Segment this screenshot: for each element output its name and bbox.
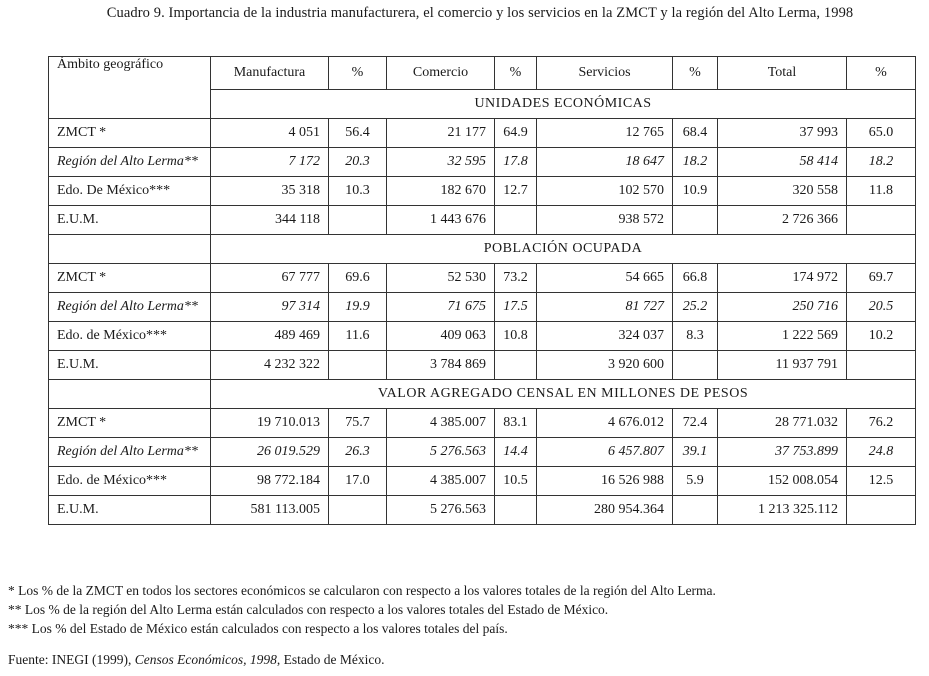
value-cell: 37 993 <box>718 119 847 148</box>
section-title: POBLACIÓN OCUPADA <box>211 235 916 264</box>
percent-cell <box>495 351 537 380</box>
value-cell: 4 385.007 <box>387 409 495 438</box>
value-cell: 4 232 322 <box>211 351 329 380</box>
percent-cell: 72.4 <box>673 409 718 438</box>
column-header: % <box>495 57 537 90</box>
value-cell: 26 019.529 <box>211 438 329 467</box>
footnote-3: *** Los % del Estado de México están calculados con respecto a los valores totales del país. <box>8 621 508 636</box>
percent-cell: 11.6 <box>329 322 387 351</box>
value-cell: 21 177 <box>387 119 495 148</box>
percent-cell: 5.9 <box>673 467 718 496</box>
percent-cell <box>673 206 718 235</box>
table-row <box>49 148 916 177</box>
footnotes <box>8 581 716 638</box>
value-cell: 1 443 676 <box>387 206 495 235</box>
value-cell: 19 710.013 <box>211 409 329 438</box>
value-cell: 250 716 <box>718 293 847 322</box>
value-cell: 52 530 <box>387 264 495 293</box>
section-spacer-cell <box>49 380 211 409</box>
percent-cell: 17.5 <box>495 293 537 322</box>
percent-cell: 83.1 <box>495 409 537 438</box>
row-label: E.U.M. <box>49 351 211 380</box>
percent-cell: 69.7 <box>847 264 916 293</box>
value-cell: 7 172 <box>211 148 329 177</box>
value-cell: 174 972 <box>718 264 847 293</box>
value-cell: 5 276.563 <box>387 438 495 467</box>
value-cell: 11 937 791 <box>718 351 847 380</box>
percent-cell <box>329 206 387 235</box>
value-cell: 102 570 <box>537 177 673 206</box>
source-suffix: , Estado de México. <box>276 652 385 667</box>
value-cell: 320 558 <box>718 177 847 206</box>
column-header: Ámbito geográfico <box>49 57 211 119</box>
percent-cell <box>329 496 387 525</box>
percent-cell: 26.3 <box>329 438 387 467</box>
data-table <box>48 56 916 525</box>
percent-cell: 66.8 <box>673 264 718 293</box>
table-row <box>49 438 916 467</box>
value-cell: 37 753.899 <box>718 438 847 467</box>
row-label: Región del Alto Lerma** <box>49 148 211 177</box>
percent-cell: 75.7 <box>329 409 387 438</box>
percent-cell: 12.5 <box>847 467 916 496</box>
value-cell: 1 222 569 <box>718 322 847 351</box>
percent-cell: 56.4 <box>329 119 387 148</box>
row-label: Región del Alto Lerma** <box>49 438 211 467</box>
footnote-2: ** Los % de la región del Alto Lerma están calculados con respecto a los valores totales del Estado de México. <box>8 602 609 617</box>
value-cell: 58 414 <box>718 148 847 177</box>
value-cell: 81 727 <box>537 293 673 322</box>
percent-cell: 10.3 <box>329 177 387 206</box>
value-cell: 2 726 366 <box>718 206 847 235</box>
percent-cell <box>847 351 916 380</box>
percent-cell: 20.5 <box>847 293 916 322</box>
column-header: % <box>673 57 718 90</box>
value-cell: 938 572 <box>537 206 673 235</box>
row-label: ZMCT * <box>49 264 211 293</box>
row-label: ZMCT * <box>49 409 211 438</box>
value-cell: 54 665 <box>537 264 673 293</box>
value-cell: 35 318 <box>211 177 329 206</box>
source-prefix: Fuente: INEGI (1999), <box>8 652 135 667</box>
value-cell: 12 765 <box>537 119 673 148</box>
row-label: Edo. de México*** <box>49 467 211 496</box>
table-row <box>49 467 916 496</box>
percent-cell: 65.0 <box>847 119 916 148</box>
table-row <box>49 409 916 438</box>
value-cell: 182 670 <box>387 177 495 206</box>
percent-cell: 12.7 <box>495 177 537 206</box>
percent-cell: 10.2 <box>847 322 916 351</box>
percent-cell: 19.9 <box>329 293 387 322</box>
section-title: VALOR AGREGADO CENSAL EN MILLONES DE PESOS <box>211 380 916 409</box>
percent-cell: 14.4 <box>495 438 537 467</box>
row-label: Región del Alto Lerma** <box>49 293 211 322</box>
percent-cell <box>673 351 718 380</box>
section-row <box>49 380 916 409</box>
percent-cell: 10.5 <box>495 467 537 496</box>
value-cell: 3 920 600 <box>537 351 673 380</box>
row-label: Edo. De México*** <box>49 177 211 206</box>
value-cell: 409 063 <box>387 322 495 351</box>
percent-cell: 18.2 <box>847 148 916 177</box>
value-cell: 32 595 <box>387 148 495 177</box>
percent-cell: 25.2 <box>673 293 718 322</box>
column-header: Manufactura <box>211 57 329 90</box>
percent-cell: 64.9 <box>495 119 537 148</box>
percent-cell: 18.2 <box>673 148 718 177</box>
column-header: % <box>847 57 916 90</box>
percent-cell <box>495 206 537 235</box>
table-row <box>49 177 916 206</box>
value-cell: 4 385.007 <box>387 467 495 496</box>
table-row <box>49 206 916 235</box>
row-label: E.U.M. <box>49 206 211 235</box>
table-row <box>49 293 916 322</box>
percent-cell: 68.4 <box>673 119 718 148</box>
header-row <box>49 57 916 90</box>
value-cell: 16 526 988 <box>537 467 673 496</box>
value-cell: 3 784 869 <box>387 351 495 380</box>
value-cell: 6 457.807 <box>537 438 673 467</box>
percent-cell <box>495 496 537 525</box>
value-cell: 28 771.032 <box>718 409 847 438</box>
value-cell: 581 113.005 <box>211 496 329 525</box>
section-spacer-cell <box>49 235 211 264</box>
table-row <box>49 322 916 351</box>
value-cell: 280 954.364 <box>537 496 673 525</box>
section-row <box>49 235 916 264</box>
value-cell: 67 777 <box>211 264 329 293</box>
source-note <box>8 652 384 668</box>
footnote-1: * Los % de la ZMCT en todos los sectores económicos se calcularon con respecto a los valores totales de la región del Alto Lerma. <box>8 583 716 598</box>
value-cell: 4 051 <box>211 119 329 148</box>
percent-cell: 10.8 <box>495 322 537 351</box>
row-label: ZMCT * <box>49 119 211 148</box>
percent-cell: 17.0 <box>329 467 387 496</box>
percent-cell <box>329 351 387 380</box>
source-title: Censos Económicos, 1998 <box>134 652 277 667</box>
percent-cell <box>673 496 718 525</box>
table-row <box>49 119 916 148</box>
percent-cell: 24.8 <box>847 438 916 467</box>
percent-cell: 11.8 <box>847 177 916 206</box>
table-caption: Cuadro 9. Importancia de la industria manufacturera, el comercio y los servicios en la ZMCT y la región del Alto Lerma, 1998 <box>106 5 854 21</box>
value-cell: 1 213 325.112 <box>718 496 847 525</box>
value-cell: 5 276.563 <box>387 496 495 525</box>
value-cell: 4 676.012 <box>537 409 673 438</box>
column-header: Servicios <box>537 57 673 90</box>
percent-cell: 39.1 <box>673 438 718 467</box>
percent-cell: 8.3 <box>673 322 718 351</box>
percent-cell: 10.9 <box>673 177 718 206</box>
percent-cell <box>847 206 916 235</box>
percent-cell <box>847 496 916 525</box>
percent-cell: 17.8 <box>495 148 537 177</box>
percent-cell: 76.2 <box>847 409 916 438</box>
value-cell: 18 647 <box>537 148 673 177</box>
table-row <box>49 264 916 293</box>
column-header: % <box>329 57 387 90</box>
value-cell: 97 314 <box>211 293 329 322</box>
value-cell: 344 118 <box>211 206 329 235</box>
section-title: UNIDADES ECONÓMICAS <box>211 90 916 119</box>
row-label: E.U.M. <box>49 496 211 525</box>
percent-cell: 73.2 <box>495 264 537 293</box>
row-label: Edo. de México*** <box>49 322 211 351</box>
value-cell: 324 037 <box>537 322 673 351</box>
value-cell: 489 469 <box>211 322 329 351</box>
percent-cell: 69.6 <box>329 264 387 293</box>
column-header: Comercio <box>387 57 495 90</box>
table-row <box>49 496 916 525</box>
percent-cell: 20.3 <box>329 148 387 177</box>
column-header: Total <box>718 57 847 90</box>
table-row <box>49 351 916 380</box>
value-cell: 71 675 <box>387 293 495 322</box>
value-cell: 152 008.054 <box>718 467 847 496</box>
value-cell: 98 772.184 <box>211 467 329 496</box>
